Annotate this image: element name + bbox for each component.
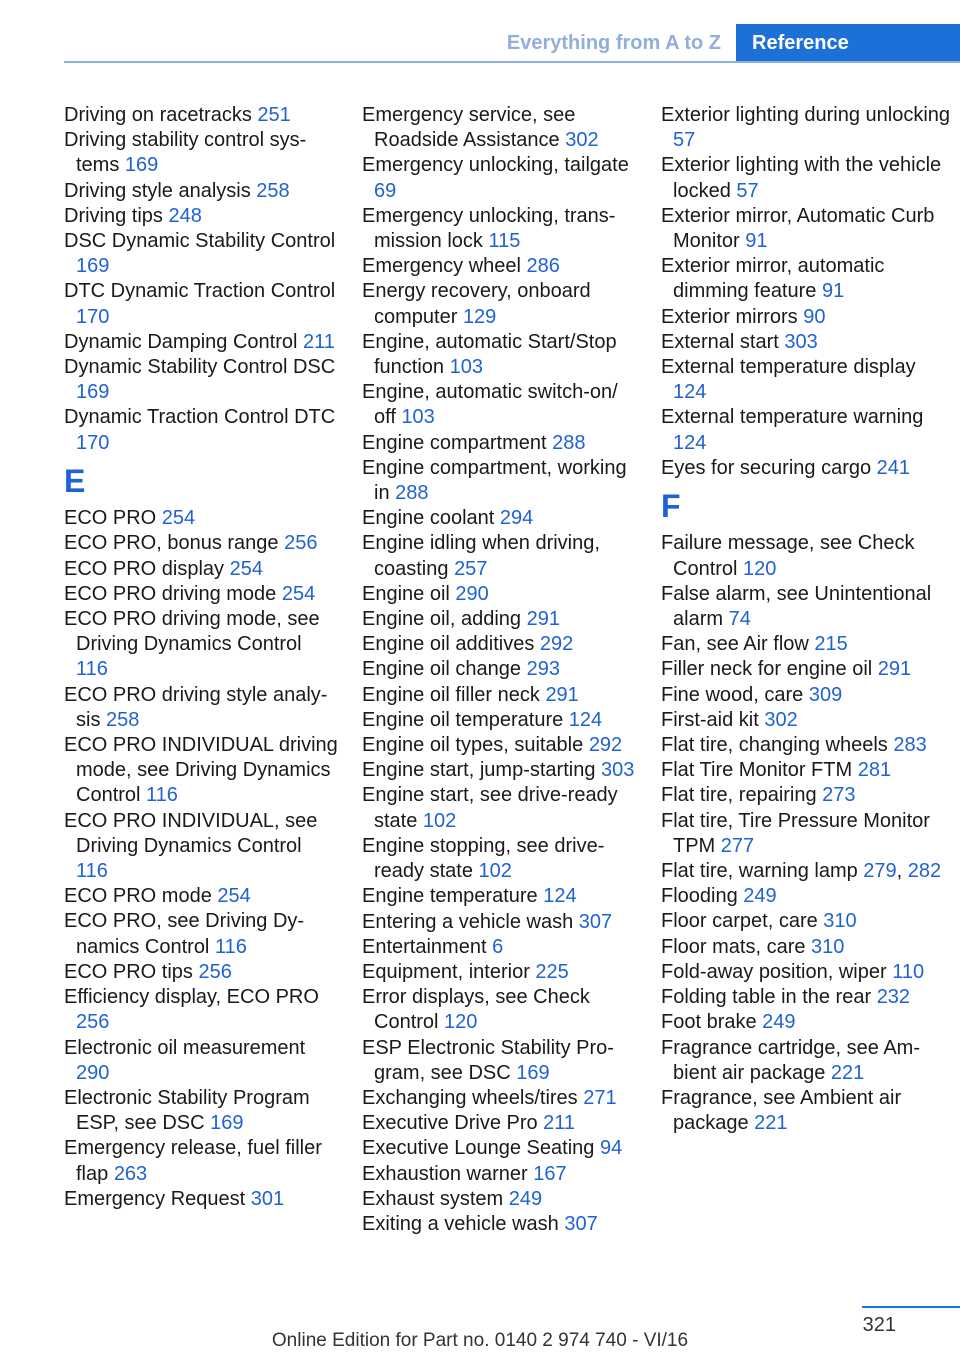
index-term: ESP Electronic Stability Program, see DSC bbox=[362, 1036, 614, 1084]
page-link[interactable]: 169 bbox=[516, 1061, 550, 1084]
index-term: Engine, automatic Start/Stop function bbox=[362, 330, 617, 379]
page-link[interactable]: 291 bbox=[877, 658, 912, 681]
index-term: ECO PRO mode bbox=[64, 885, 218, 908]
index-entry bbox=[362, 582, 637, 607]
index-entry bbox=[64, 884, 339, 909]
index-entry bbox=[661, 783, 951, 808]
index-entry bbox=[661, 960, 951, 985]
index-term: ECO PRO driving mode, see Driving Dynamics Control bbox=[64, 608, 320, 656]
index-term: Dynamic Damping Control bbox=[64, 330, 303, 353]
index-entry bbox=[362, 657, 637, 682]
index-term: ECO PRO tips bbox=[64, 960, 199, 983]
page-link[interactable]: 307 bbox=[578, 910, 613, 933]
index-term: Dynamic Traction Control DTC bbox=[64, 406, 336, 429]
index-term: Fold-away position, wiper bbox=[661, 960, 893, 983]
page-link[interactable]: 211 bbox=[302, 330, 335, 353]
page-link[interactable]: 292 bbox=[588, 734, 623, 757]
page-link[interactable]: 303 bbox=[601, 759, 635, 782]
page-link[interactable]: 258 bbox=[106, 708, 140, 731]
page-link[interactable]: 292 bbox=[539, 633, 574, 656]
page-link[interactable]: 221 bbox=[830, 1061, 865, 1084]
index-term: ECO PRO INDIVIDUAL driving mode, see Driving Dynamics Control bbox=[64, 734, 338, 807]
index-letter-heading: E bbox=[64, 462, 86, 499]
index-entry bbox=[661, 456, 951, 481]
index-term: Flat tire, changing wheels bbox=[661, 734, 894, 757]
index-term: Engine oil, adding bbox=[362, 608, 527, 631]
index-term: Emergency wheel bbox=[362, 255, 527, 278]
index-term: Entering a vehicle wash bbox=[362, 910, 579, 933]
index-term: Failure message, see Check Control bbox=[661, 532, 915, 580]
index-entry bbox=[661, 330, 951, 355]
index-entry bbox=[64, 985, 339, 1035]
page-link[interactable]: 57 bbox=[736, 179, 759, 202]
index-entry bbox=[64, 506, 339, 531]
page-link[interactable]: 94 bbox=[599, 1137, 623, 1160]
page-link[interactable]: 124 bbox=[673, 381, 707, 404]
page-number: 321 bbox=[862, 1314, 896, 1336]
page-link[interactable]: 249 bbox=[762, 1011, 796, 1034]
page-link[interactable]: 215 bbox=[814, 633, 848, 656]
index-entry bbox=[362, 1162, 637, 1187]
index-entry bbox=[661, 884, 951, 909]
index-term: Emergency unlocking, tailgate bbox=[362, 154, 629, 177]
index-term: Driving style analysis bbox=[64, 179, 257, 202]
index-entry bbox=[362, 103, 637, 153]
page-link[interactable]: 116 bbox=[214, 935, 247, 958]
index-entry bbox=[362, 632, 637, 657]
page-link[interactable]: 302 bbox=[565, 129, 599, 152]
index-entry bbox=[362, 884, 637, 909]
page-link[interactable]: 110 bbox=[892, 960, 925, 983]
page-link[interactable]: 290 bbox=[455, 582, 489, 605]
page-link[interactable]: 102 bbox=[422, 809, 457, 832]
index-entry bbox=[362, 834, 637, 884]
index-entry bbox=[661, 405, 951, 455]
index-entry bbox=[661, 758, 951, 783]
index-column-1 bbox=[64, 103, 339, 1212]
page-link[interactable]: 6 bbox=[492, 935, 504, 958]
index-entry bbox=[64, 128, 339, 178]
page-link[interactable]: 258 bbox=[256, 179, 290, 202]
index-entry bbox=[362, 733, 637, 758]
index-entry bbox=[362, 1136, 637, 1161]
index-term: Floor mats, care bbox=[661, 935, 812, 958]
page-link[interactable]: 277 bbox=[720, 834, 755, 857]
page-link[interactable]: 225 bbox=[535, 960, 569, 983]
index-term: Entertainment bbox=[362, 935, 493, 958]
index-term: Flat Tire Monitor FTM bbox=[661, 759, 858, 782]
index-term: ECO PRO driving style analysis bbox=[64, 683, 328, 731]
page-link[interactable]: 57 bbox=[673, 129, 696, 152]
page-link[interactable]: 169 bbox=[76, 255, 110, 278]
page-link[interactable]: 116 bbox=[146, 784, 178, 807]
page-link[interactable]: 169 bbox=[124, 154, 159, 177]
page-link[interactable]: 232 bbox=[876, 986, 911, 1009]
page-link[interactable]: 169 bbox=[76, 381, 110, 404]
index-entry bbox=[64, 279, 339, 329]
page-link[interactable]: 170 bbox=[76, 305, 110, 328]
index-entry bbox=[64, 683, 339, 733]
page-link[interactable]: 310 bbox=[811, 935, 845, 958]
page-link[interactable]: 263 bbox=[113, 1162, 148, 1185]
index-term: Exterior mirror, automatic dimming feature bbox=[661, 255, 885, 303]
index-entry bbox=[362, 1187, 637, 1212]
index-term: Engine start, jump-starting bbox=[362, 759, 601, 782]
index-entry bbox=[64, 809, 339, 885]
index-entry bbox=[64, 179, 339, 204]
index-term: Engine stopping, see drive-ready state bbox=[362, 834, 605, 883]
index-term: External temperature display bbox=[661, 356, 916, 379]
index-entry bbox=[64, 1036, 339, 1086]
page-link[interactable]: 288 bbox=[395, 482, 429, 505]
page-link[interactable]: 103 bbox=[449, 356, 483, 379]
page-link[interactable]: 241 bbox=[876, 456, 911, 479]
index-entry bbox=[64, 909, 339, 959]
page-link[interactable]: 248 bbox=[168, 204, 202, 227]
index-entry bbox=[661, 103, 951, 153]
page-link[interactable]: 257 bbox=[454, 557, 488, 580]
page-link[interactable]: 256 bbox=[76, 1011, 110, 1034]
page-link[interactable]: 254 bbox=[281, 582, 316, 605]
index-term: Equipment, interior bbox=[362, 960, 536, 983]
page-link[interactable]: 256 bbox=[284, 532, 318, 555]
index-entry bbox=[661, 657, 951, 682]
index-term: External start bbox=[661, 330, 785, 353]
index-entry bbox=[362, 607, 637, 632]
page-link[interactable]: 116 bbox=[76, 658, 108, 681]
index-entry bbox=[362, 531, 637, 581]
page-link[interactable]: 271 bbox=[583, 1086, 617, 1109]
page-link[interactable]: 91 bbox=[821, 280, 845, 303]
index-entry bbox=[64, 330, 339, 355]
index-term: Executive Drive Pro bbox=[362, 1112, 544, 1135]
page-link[interactable]: 124 bbox=[673, 431, 707, 454]
index-term: Foot brake bbox=[661, 1011, 763, 1034]
index-entry bbox=[661, 1010, 951, 1035]
index-entry bbox=[362, 380, 637, 430]
page-link[interactable]: 169 bbox=[210, 1112, 244, 1135]
index-entry bbox=[64, 1136, 339, 1186]
index-entry bbox=[64, 1187, 339, 1212]
index-term: Exterior lighting during unlocking bbox=[661, 104, 951, 126]
page-link[interactable]: 129 bbox=[462, 305, 497, 328]
page-link[interactable]: 302 bbox=[764, 708, 798, 731]
page-link[interactable]: 281 bbox=[857, 759, 892, 782]
index-term: Driving on racetracks bbox=[64, 104, 258, 126]
index-entry bbox=[661, 153, 951, 203]
index-entry bbox=[64, 229, 339, 279]
index-term: Flat tire, repairing bbox=[661, 784, 823, 807]
index-term: Exterior mirror, Automatic Curb Monitor bbox=[661, 204, 935, 253]
index-entry bbox=[64, 960, 339, 985]
index-entry bbox=[362, 431, 637, 456]
index-entry bbox=[661, 733, 951, 758]
index-term: ECO PRO, bonus range bbox=[64, 532, 285, 555]
edition-line: Online Edition for Part no. 0140 2 974 740 - VI/16 bbox=[271, 1330, 689, 1351]
index-term: Engine compartment, working in bbox=[362, 456, 627, 505]
page-link[interactable]: 290 bbox=[76, 1061, 110, 1084]
index-entry bbox=[362, 935, 637, 960]
page-link[interactable]: 294 bbox=[499, 507, 534, 530]
index-entry bbox=[362, 330, 637, 380]
page-link[interactable]: 74 bbox=[728, 608, 751, 631]
index-entry bbox=[362, 1111, 637, 1136]
index-term: Exhaust system bbox=[362, 1187, 509, 1210]
page-link[interactable]: 301 bbox=[250, 1187, 285, 1210]
index-term: Flat tire, warning lamp bbox=[661, 860, 864, 883]
index-term: ECO PRO display bbox=[64, 557, 230, 580]
index-entry bbox=[661, 708, 951, 733]
index-term: Engine start, see drive-ready state bbox=[362, 784, 618, 832]
index-entry bbox=[362, 456, 637, 506]
index-entry bbox=[661, 582, 951, 632]
index-term: External temperature warning bbox=[661, 406, 924, 429]
index-term: Emergency unlocking, transmission lock bbox=[362, 204, 616, 253]
index-term: DTC Dynamic Traction Control bbox=[64, 280, 336, 303]
index-term: Electronic oil measurement bbox=[64, 1036, 306, 1059]
index-entry bbox=[64, 733, 339, 809]
index-entry bbox=[362, 960, 637, 985]
index-term: Fragrance, see Ambient air package bbox=[661, 1086, 902, 1135]
index-term: ECO PRO driving mode bbox=[64, 582, 282, 605]
page-link[interactable]: 102 bbox=[478, 860, 512, 883]
index-term: Efficiency display, ECO PRO bbox=[64, 986, 319, 1009]
index-entry bbox=[362, 1086, 637, 1111]
page-link[interactable]: 307 bbox=[564, 1212, 598, 1235]
page-link[interactable]: 120 bbox=[743, 557, 777, 580]
index-entry bbox=[362, 254, 637, 279]
index-term: Exterior mirrors bbox=[661, 305, 804, 328]
index-term: Engine oil additives bbox=[362, 633, 540, 656]
index-term: Driving stability control systems bbox=[64, 129, 307, 177]
page-link[interactable]: 309 bbox=[808, 683, 843, 706]
page-link[interactable]: 124 bbox=[543, 885, 577, 908]
page-link[interactable]: 116 bbox=[76, 860, 108, 883]
page-link[interactable]: 91 bbox=[745, 230, 768, 253]
index-term: Fragrance cartridge, see Ambient air package bbox=[661, 1036, 921, 1084]
index-entry bbox=[362, 910, 637, 935]
index-term: Folding table in the rear bbox=[661, 986, 877, 1009]
index-term: Engine temperature bbox=[362, 885, 544, 908]
index-term: Floor carpet, care bbox=[661, 910, 824, 933]
page-link[interactable]: 254 bbox=[161, 507, 196, 530]
index-entry bbox=[64, 204, 339, 229]
page-link[interactable]: 279 bbox=[863, 860, 897, 883]
index-entry bbox=[661, 935, 951, 960]
index-entry bbox=[362, 279, 637, 329]
index-entry bbox=[661, 632, 951, 657]
page-link[interactable]: 90 bbox=[803, 305, 826, 328]
index-term: Exchanging wheels/tires bbox=[362, 1086, 584, 1109]
index-term: Fan, see Air flow bbox=[661, 633, 815, 656]
index-column-3 bbox=[661, 103, 951, 1136]
page-link[interactable]: 211 bbox=[543, 1112, 576, 1135]
index-term: Exterior lighting with the vehicle locked bbox=[661, 154, 942, 202]
index-entry bbox=[362, 506, 637, 531]
index-entry bbox=[661, 531, 951, 581]
page-link[interactable]: 251 bbox=[257, 104, 291, 126]
index-term: ECO PRO bbox=[64, 507, 162, 530]
index-term: Engine coolant bbox=[362, 507, 500, 530]
header-rule bbox=[64, 61, 960, 63]
index-term: Exiting a vehicle wash bbox=[362, 1212, 565, 1235]
page-link[interactable]: 120 bbox=[444, 1011, 478, 1034]
index-term: Engine compartment bbox=[362, 431, 553, 454]
index-term: Engine idling when driving, coasting bbox=[362, 532, 600, 580]
index-entry bbox=[64, 405, 339, 455]
page-link[interactable]: 221 bbox=[754, 1112, 788, 1135]
page-link[interactable]: 288 bbox=[552, 431, 586, 454]
page-link[interactable]: 282 bbox=[907, 860, 942, 883]
index-term: First-aid kit bbox=[661, 708, 765, 731]
page-header bbox=[0, 0, 960, 64]
index-entry bbox=[661, 355, 951, 405]
index-entry bbox=[362, 204, 637, 254]
index-entry bbox=[64, 582, 339, 607]
index-term: Engine oil filler neck bbox=[362, 683, 546, 706]
page-link[interactable]: 310 bbox=[823, 910, 857, 933]
index-term: Eyes for securing cargo bbox=[661, 456, 877, 479]
index-term: Filler neck for engine oil bbox=[661, 658, 878, 681]
index-entry bbox=[661, 305, 951, 330]
index-entry bbox=[661, 909, 951, 934]
index-term: Emergency service, see Roadside Assistance bbox=[362, 104, 576, 152]
index-entry bbox=[362, 153, 637, 203]
index-term: Flooding bbox=[661, 885, 744, 908]
index-entry bbox=[661, 683, 951, 708]
page-link[interactable]: 249 bbox=[508, 1187, 543, 1210]
page-link[interactable]: 254 bbox=[217, 885, 251, 908]
page-link[interactable]: 170 bbox=[76, 431, 110, 454]
index-term: Emergency Request bbox=[64, 1187, 251, 1210]
section-title: Everything from A to Z bbox=[506, 32, 721, 54]
page-link[interactable]: 249 bbox=[743, 885, 777, 908]
index-entry bbox=[362, 1036, 637, 1086]
chapter-tab: Reference bbox=[736, 24, 960, 62]
index-term: Error displays, see Check Control bbox=[362, 986, 590, 1034]
index-entry bbox=[661, 1036, 951, 1086]
index-letter-heading: F bbox=[661, 488, 681, 525]
index-term: Engine oil bbox=[362, 582, 456, 605]
index-term: ECO PRO INDIVIDUAL, see Driving Dynamics Control bbox=[64, 809, 318, 857]
index-entry bbox=[661, 1086, 951, 1136]
index-term: Executive Lounge Seating bbox=[362, 1137, 600, 1160]
page-link[interactable]: 124 bbox=[568, 708, 603, 731]
index-entry bbox=[64, 1086, 339, 1136]
page-link[interactable]: 69 bbox=[374, 179, 397, 202]
index-term: Emergency release, fuel filler flap bbox=[64, 1137, 322, 1185]
page-link[interactable]: 291 bbox=[526, 608, 560, 631]
page-link[interactable]: 293 bbox=[526, 658, 560, 681]
index-entry bbox=[661, 809, 951, 859]
index-entry: Flat tire, warning lamp 279, 282 bbox=[661, 860, 942, 883]
index-term: Engine oil temperature bbox=[362, 708, 569, 731]
index-entry bbox=[362, 708, 637, 733]
index-entry bbox=[64, 531, 339, 556]
index-term: Driving tips bbox=[64, 204, 169, 227]
index-entry bbox=[362, 783, 637, 833]
page-link[interactable]: 256 bbox=[198, 960, 232, 983]
page-link[interactable]: 167 bbox=[533, 1162, 567, 1185]
index-term: Fine wood, care bbox=[661, 683, 809, 706]
index-entry bbox=[362, 683, 637, 708]
index-term: Energy recovery, onboard computer bbox=[362, 280, 591, 328]
index-term: Engine oil change bbox=[362, 658, 527, 681]
index-term: Exhaustion warner bbox=[362, 1162, 534, 1185]
index-term: Engine, automatic switch-on/​off bbox=[362, 381, 618, 429]
page-link[interactable]: 303 bbox=[784, 330, 818, 353]
index-entry bbox=[661, 254, 951, 304]
index-term: False alarm, see Unintentional alarm bbox=[661, 582, 932, 631]
index-term: Engine oil types, suitable bbox=[362, 734, 589, 757]
footer-rule bbox=[862, 1306, 960, 1308]
index-entry bbox=[661, 985, 951, 1010]
page-link[interactable]: 283 bbox=[893, 734, 927, 757]
index-entry bbox=[661, 204, 951, 254]
page-link[interactable]: 286 bbox=[526, 255, 560, 278]
index-term: Electronic Stability Program ESP, see DSC bbox=[64, 1086, 310, 1135]
index-entry bbox=[64, 607, 339, 683]
page-link[interactable]: 291 bbox=[545, 683, 579, 706]
index-term: ECO PRO, see Driving Dynamics Control bbox=[64, 910, 305, 958]
index-entry bbox=[64, 103, 339, 128]
page-link[interactable]: 115 bbox=[488, 230, 521, 253]
index-entry bbox=[362, 758, 637, 783]
index-entry bbox=[64, 557, 339, 582]
index-term: Flat tire, Tire Pressure Monitor TPM bbox=[661, 809, 930, 857]
index-term: Dynamic Stability Control DSC bbox=[64, 356, 336, 379]
page-link[interactable]: 103 bbox=[401, 406, 435, 429]
page-link[interactable]: 273 bbox=[822, 784, 856, 807]
index-entry bbox=[64, 355, 339, 405]
index-entry bbox=[362, 985, 637, 1035]
index-term: DSC Dynamic Stability Control bbox=[64, 230, 336, 253]
index-entry bbox=[362, 1212, 637, 1237]
index-column-2 bbox=[362, 103, 637, 1237]
page-link[interactable]: 254 bbox=[229, 557, 263, 580]
